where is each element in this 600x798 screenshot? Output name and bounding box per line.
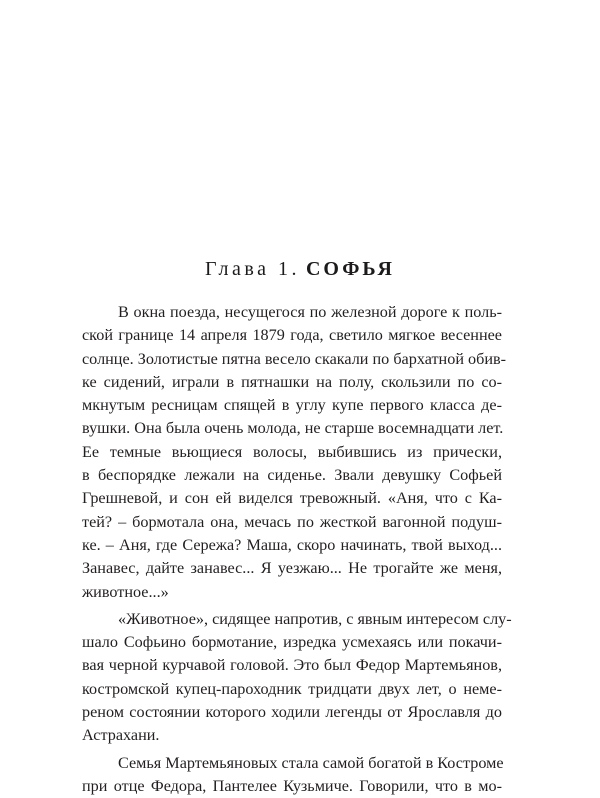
text-line: вая черной курчавой головой. Это был Федор Мартемьянов, <box>82 656 502 675</box>
text-line: Ее темные вьющиеся волосы, выбившись из прически, <box>82 442 502 461</box>
text-line: Астрахани. <box>82 726 160 745</box>
text-line: тей? – бормотала она, мечась по жесткой вагонной подуш- <box>82 512 502 531</box>
text-line: ке. – Аня, где Сережа? Маша, скоро начинать, твой выход... <box>82 535 502 554</box>
text-line: вушки. Она была очень молода, не старше восемнадцати лет. <box>82 419 504 438</box>
chapter-name: СОФЬЯ <box>305 258 395 280</box>
chapter-body <box>82 301 512 798</box>
text-line: ской границе 14 апреля 1879 года, светило мягкое весеннее <box>82 326 502 345</box>
text-line: В окна поезда, несущегося по железной дороге к поль- <box>118 303 502 321</box>
text-line: «Животное», сидящее напротив, с явным интересом слу- <box>118 609 512 628</box>
text-line: в беспорядке лежали на сиденье. Звали девушку Софьей <box>82 466 502 485</box>
text-line: животное...» <box>82 582 169 601</box>
text-line: костромской купец-пароходник тридцати двух лет, о неме- <box>82 679 502 698</box>
text-line: Семья Мартемьяновых стала самой богатой в Костроме <box>118 753 504 772</box>
text-line: ке сидений, играли в пятнашки на полу, скользили по со- <box>82 372 502 391</box>
text-line: при отце Федора, Пантелее Кузьмиче. Говорили, что в мо- <box>82 776 502 795</box>
chapter-label: Глава 1. <box>204 258 300 280</box>
text-line: шало Софьино бормотание, изредка усмехаясь или покачи- <box>82 633 502 652</box>
text-line: Грешневой, и сон ей виделся тревожный. «Аня, что с Ка- <box>82 489 502 508</box>
text-line: солнце. Золотистые пятна весело скакали по бархатной обив- <box>82 349 507 368</box>
text-line: мкнутым ресницам спящей в углу купе первого класса де- <box>82 396 502 415</box>
text-line: реном состоянии которого ходили легенды от Ярославля до <box>82 703 502 722</box>
text-line: Занавес, дайте занавес... Я уезжаю... Не трогайте же меня, <box>82 559 502 578</box>
chapter-title <box>0 258 600 281</box>
